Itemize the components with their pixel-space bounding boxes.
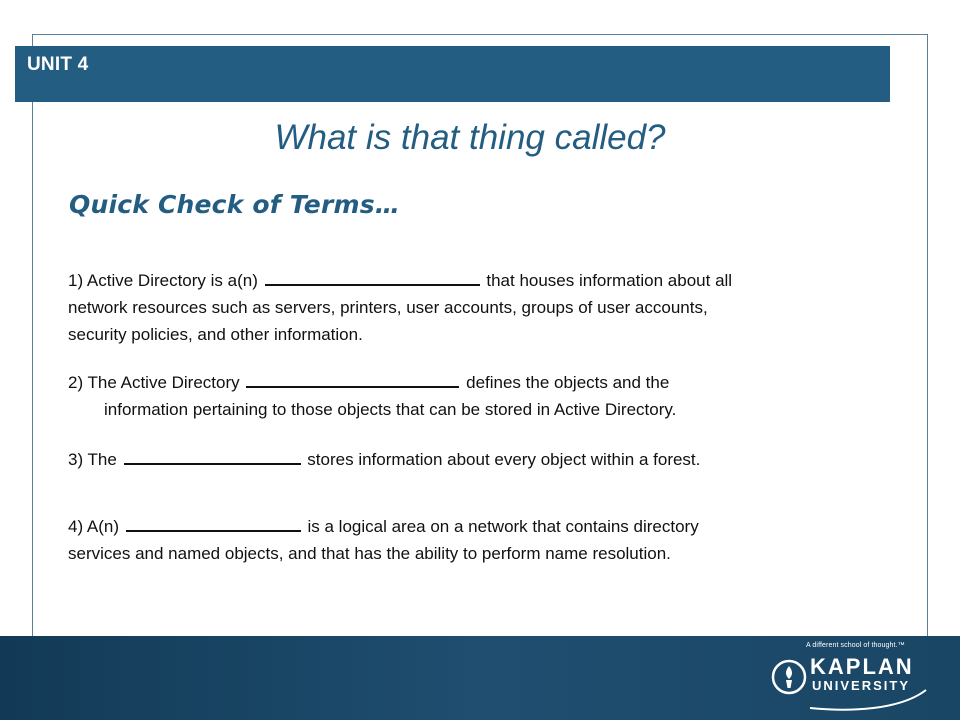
unit-label: UNIT 4	[27, 54, 89, 75]
question-1-line-1	[68, 266, 898, 294]
question-3-prefix: 3) The	[68, 450, 117, 469]
question-4-suffix: is a logical area on a network that contains directory	[307, 517, 699, 536]
question-4-line-2: services and named objects, and that has the ability to perform name resolution.	[68, 544, 671, 563]
footer-tagline: A different school of thought.™	[806, 642, 905, 649]
question-2-prefix: 2) The Active Directory	[68, 373, 240, 392]
logo-swoosh-icon	[770, 688, 930, 712]
question-2	[68, 368, 898, 423]
question-1-line-3: security policies, and other information.	[68, 325, 363, 344]
question-1-prefix: 1) Active Directory is a(n)	[68, 271, 258, 290]
answer-blank-1	[265, 266, 480, 286]
question-1-suffix: that houses information about all	[486, 271, 733, 290]
question-2-line-2: information pertaining to those objects that can be stored in Active Directory.	[104, 400, 677, 419]
question-1	[68, 266, 898, 348]
question-2-suffix: defines the objects and the	[466, 373, 670, 392]
answer-blank-3	[124, 445, 301, 465]
slide-subtitle: Quick Check of Terms…	[69, 190, 401, 219]
footer-band	[0, 636, 960, 720]
question-3-suffix: stores information about every object within a forest.	[307, 450, 701, 469]
question-4-prefix: 4) A(n)	[68, 517, 120, 536]
slide-title: What is that thing called?	[274, 118, 666, 157]
question-4	[68, 512, 898, 567]
answer-blank-4	[126, 512, 301, 532]
question-4-line-1	[68, 512, 898, 540]
question-3-line-1	[68, 445, 898, 473]
question-2-line-1	[68, 368, 898, 396]
answer-blank-2	[246, 368, 459, 388]
logo-name: KAPLAN	[810, 654, 914, 679]
unit-header-bar	[15, 46, 890, 102]
question-1-line-2: network resources such as servers, printers, user accounts, groups of user accounts,	[68, 298, 708, 317]
question-3	[68, 445, 898, 473]
logo-subname: UNIVERSITY	[812, 678, 911, 693]
